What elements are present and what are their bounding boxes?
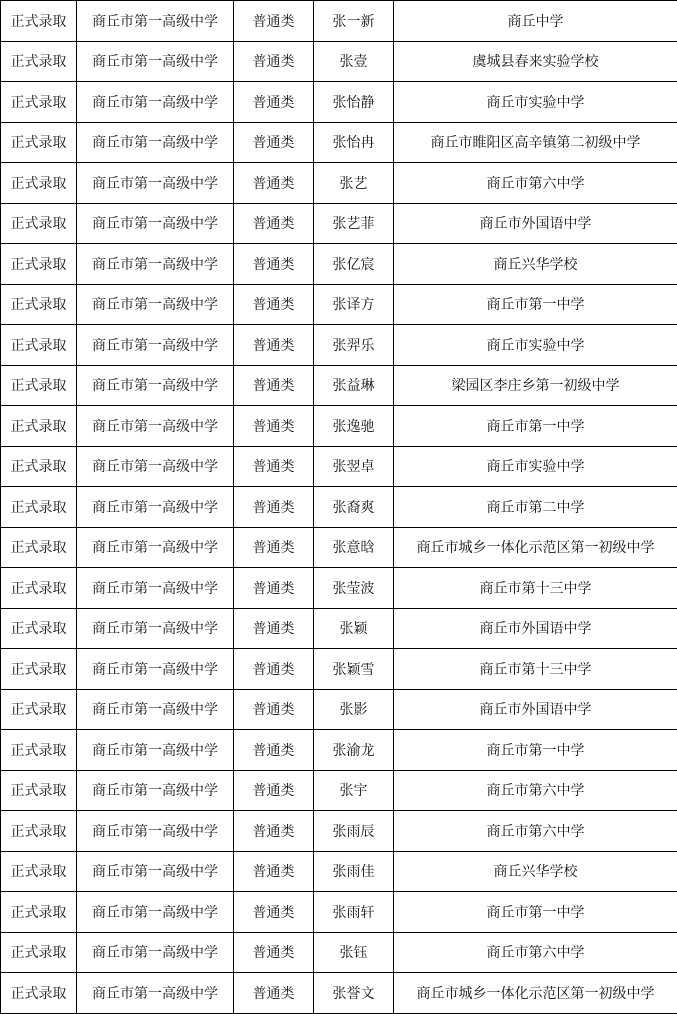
graduate-school-cell: 商丘市外国语中学 bbox=[394, 608, 677, 649]
student-name-cell: 张亿宸 bbox=[314, 244, 394, 285]
graduate-school-cell: 商丘市第十三中学 bbox=[394, 568, 677, 609]
student-name-cell: 张逸驰 bbox=[314, 406, 394, 447]
admit-school-cell: 商丘市第一高级中学 bbox=[77, 487, 234, 528]
graduate-school-cell: 商丘市第一中学 bbox=[394, 284, 677, 325]
table-row bbox=[1, 689, 677, 730]
admit-school-cell: 商丘市第一高级中学 bbox=[77, 325, 234, 366]
status-cell: 正式录取 bbox=[1, 932, 77, 973]
category-cell: 普通类 bbox=[234, 568, 314, 609]
table-row bbox=[1, 1, 677, 42]
student-name-cell: 张翌卓 bbox=[314, 446, 394, 487]
status-cell: 正式录取 bbox=[1, 406, 77, 447]
status-cell: 正式录取 bbox=[1, 1, 77, 42]
status-cell: 正式录取 bbox=[1, 608, 77, 649]
status-cell: 正式录取 bbox=[1, 811, 77, 852]
admit-school-cell: 商丘市第一高级中学 bbox=[77, 1, 234, 42]
category-cell: 普通类 bbox=[234, 487, 314, 528]
graduate-school-cell: 商丘中学 bbox=[394, 1, 677, 42]
table-row bbox=[1, 568, 677, 609]
admit-school-cell: 商丘市第一高级中学 bbox=[77, 406, 234, 447]
admit-school-cell: 商丘市第一高级中学 bbox=[77, 527, 234, 568]
admit-school-cell: 商丘市第一高级中学 bbox=[77, 82, 234, 123]
admit-school-cell: 商丘市第一高级中学 bbox=[77, 608, 234, 649]
category-cell: 普通类 bbox=[234, 284, 314, 325]
table-row bbox=[1, 649, 677, 690]
student-name-cell: 张誉文 bbox=[314, 973, 394, 1014]
student-name-cell: 张钰 bbox=[314, 932, 394, 973]
table-row bbox=[1, 770, 677, 811]
table-row bbox=[1, 730, 677, 771]
table-row bbox=[1, 487, 677, 528]
student-name-cell: 张颖雪 bbox=[314, 649, 394, 690]
status-cell: 正式录取 bbox=[1, 41, 77, 82]
student-name-cell: 张雨佳 bbox=[314, 851, 394, 892]
status-cell: 正式录取 bbox=[1, 487, 77, 528]
graduate-school-cell: 商丘市第二中学 bbox=[394, 487, 677, 528]
graduate-school-cell: 商丘市第一中学 bbox=[394, 406, 677, 447]
admit-school-cell: 商丘市第一高级中学 bbox=[77, 689, 234, 730]
table-row bbox=[1, 446, 677, 487]
category-cell: 普通类 bbox=[234, 244, 314, 285]
table-row bbox=[1, 527, 677, 568]
table-row bbox=[1, 851, 677, 892]
admit-school-cell: 商丘市第一高级中学 bbox=[77, 973, 234, 1014]
student-name-cell: 张影 bbox=[314, 689, 394, 730]
table-row bbox=[1, 284, 677, 325]
graduate-school-cell: 商丘市城乡一体化示范区第一初级中学 bbox=[394, 973, 677, 1014]
status-cell: 正式录取 bbox=[1, 284, 77, 325]
admit-school-cell: 商丘市第一高级中学 bbox=[77, 284, 234, 325]
student-name-cell: 张怡冉 bbox=[314, 122, 394, 163]
graduate-school-cell: 商丘市第六中学 bbox=[394, 163, 677, 204]
admit-school-cell: 商丘市第一高级中学 bbox=[77, 932, 234, 973]
category-cell: 普通类 bbox=[234, 163, 314, 204]
category-cell: 普通类 bbox=[234, 203, 314, 244]
student-name-cell: 张益琳 bbox=[314, 365, 394, 406]
category-cell: 普通类 bbox=[234, 527, 314, 568]
graduate-school-cell: 商丘兴华学校 bbox=[394, 851, 677, 892]
student-name-cell: 张雨辰 bbox=[314, 811, 394, 852]
admit-school-cell: 商丘市第一高级中学 bbox=[77, 892, 234, 933]
admit-school-cell: 商丘市第一高级中学 bbox=[77, 365, 234, 406]
graduate-school-cell: 商丘市城乡一体化示范区第一初级中学 bbox=[394, 527, 677, 568]
student-name-cell: 张裔爽 bbox=[314, 487, 394, 528]
status-cell: 正式录取 bbox=[1, 689, 77, 730]
table-row bbox=[1, 203, 677, 244]
graduate-school-cell: 商丘市第六中学 bbox=[394, 932, 677, 973]
status-cell: 正式录取 bbox=[1, 122, 77, 163]
student-name-cell: 张一新 bbox=[314, 1, 394, 42]
student-name-cell: 张壹 bbox=[314, 41, 394, 82]
graduate-school-cell: 商丘市第六中学 bbox=[394, 770, 677, 811]
category-cell: 普通类 bbox=[234, 932, 314, 973]
graduate-school-cell: 商丘市实验中学 bbox=[394, 325, 677, 366]
graduate-school-cell: 商丘市外国语中学 bbox=[394, 689, 677, 730]
admit-school-cell: 商丘市第一高级中学 bbox=[77, 244, 234, 285]
category-cell: 普通类 bbox=[234, 41, 314, 82]
student-name-cell: 张艺菲 bbox=[314, 203, 394, 244]
category-cell: 普通类 bbox=[234, 689, 314, 730]
student-name-cell: 张艺 bbox=[314, 163, 394, 204]
table-row bbox=[1, 892, 677, 933]
table-row bbox=[1, 122, 677, 163]
admission-table-body bbox=[1, 1, 677, 1014]
table-row bbox=[1, 163, 677, 204]
graduate-school-cell: 梁园区李庄乡第一初级中学 bbox=[394, 365, 677, 406]
table-row bbox=[1, 973, 677, 1014]
status-cell: 正式录取 bbox=[1, 730, 77, 771]
status-cell: 正式录取 bbox=[1, 325, 77, 366]
table-row bbox=[1, 608, 677, 649]
table-row bbox=[1, 811, 677, 852]
category-cell: 普通类 bbox=[234, 365, 314, 406]
category-cell: 普通类 bbox=[234, 122, 314, 163]
table-row bbox=[1, 932, 677, 973]
status-cell: 正式录取 bbox=[1, 365, 77, 406]
graduate-school-cell: 商丘市第一中学 bbox=[394, 730, 677, 771]
admit-school-cell: 商丘市第一高级中学 bbox=[77, 649, 234, 690]
graduate-school-cell: 商丘市第一中学 bbox=[394, 892, 677, 933]
graduate-school-cell: 商丘市外国语中学 bbox=[394, 203, 677, 244]
table-row bbox=[1, 244, 677, 285]
category-cell: 普通类 bbox=[234, 1, 314, 42]
category-cell: 普通类 bbox=[234, 851, 314, 892]
category-cell: 普通类 bbox=[234, 811, 314, 852]
status-cell: 正式录取 bbox=[1, 973, 77, 1014]
admit-school-cell: 商丘市第一高级中学 bbox=[77, 41, 234, 82]
graduate-school-cell: 商丘市第十三中学 bbox=[394, 649, 677, 690]
status-cell: 正式录取 bbox=[1, 770, 77, 811]
status-cell: 正式录取 bbox=[1, 892, 77, 933]
student-name-cell: 张雨轩 bbox=[314, 892, 394, 933]
student-name-cell: 张羿乐 bbox=[314, 325, 394, 366]
table-row bbox=[1, 365, 677, 406]
graduate-school-cell: 商丘市实验中学 bbox=[394, 446, 677, 487]
category-cell: 普通类 bbox=[234, 82, 314, 123]
admit-school-cell: 商丘市第一高级中学 bbox=[77, 730, 234, 771]
admit-school-cell: 商丘市第一高级中学 bbox=[77, 568, 234, 609]
status-cell: 正式录取 bbox=[1, 649, 77, 690]
category-cell: 普通类 bbox=[234, 649, 314, 690]
graduate-school-cell: 商丘市睢阳区高辛镇第二初级中学 bbox=[394, 122, 677, 163]
table-row bbox=[1, 41, 677, 82]
category-cell: 普通类 bbox=[234, 730, 314, 771]
status-cell: 正式录取 bbox=[1, 527, 77, 568]
student-name-cell: 张莹波 bbox=[314, 568, 394, 609]
category-cell: 普通类 bbox=[234, 608, 314, 649]
admit-school-cell: 商丘市第一高级中学 bbox=[77, 122, 234, 163]
table-row bbox=[1, 82, 677, 123]
graduate-school-cell: 商丘市实验中学 bbox=[394, 82, 677, 123]
admit-school-cell: 商丘市第一高级中学 bbox=[77, 446, 234, 487]
student-name-cell: 张宇 bbox=[314, 770, 394, 811]
student-name-cell: 张怡静 bbox=[314, 82, 394, 123]
admit-school-cell: 商丘市第一高级中学 bbox=[77, 203, 234, 244]
category-cell: 普通类 bbox=[234, 892, 314, 933]
student-name-cell: 张意晗 bbox=[314, 527, 394, 568]
student-name-cell: 张渝龙 bbox=[314, 730, 394, 771]
status-cell: 正式录取 bbox=[1, 82, 77, 123]
category-cell: 普通类 bbox=[234, 446, 314, 487]
status-cell: 正式录取 bbox=[1, 568, 77, 609]
status-cell: 正式录取 bbox=[1, 163, 77, 204]
category-cell: 普通类 bbox=[234, 325, 314, 366]
category-cell: 普通类 bbox=[234, 406, 314, 447]
admit-school-cell: 商丘市第一高级中学 bbox=[77, 163, 234, 204]
graduate-school-cell: 虞城县春来实验学校 bbox=[394, 41, 677, 82]
graduate-school-cell: 商丘兴华学校 bbox=[394, 244, 677, 285]
status-cell: 正式录取 bbox=[1, 446, 77, 487]
category-cell: 普通类 bbox=[234, 973, 314, 1014]
table-row bbox=[1, 325, 677, 366]
student-name-cell: 张颖 bbox=[314, 608, 394, 649]
admit-school-cell: 商丘市第一高级中学 bbox=[77, 811, 234, 852]
status-cell: 正式录取 bbox=[1, 244, 77, 285]
graduate-school-cell: 商丘市第六中学 bbox=[394, 811, 677, 852]
admit-school-cell: 商丘市第一高级中学 bbox=[77, 851, 234, 892]
student-name-cell: 张译方 bbox=[314, 284, 394, 325]
table-row bbox=[1, 406, 677, 447]
status-cell: 正式录取 bbox=[1, 203, 77, 244]
admit-school-cell: 商丘市第一高级中学 bbox=[77, 770, 234, 811]
category-cell: 普通类 bbox=[234, 770, 314, 811]
status-cell: 正式录取 bbox=[1, 851, 77, 892]
